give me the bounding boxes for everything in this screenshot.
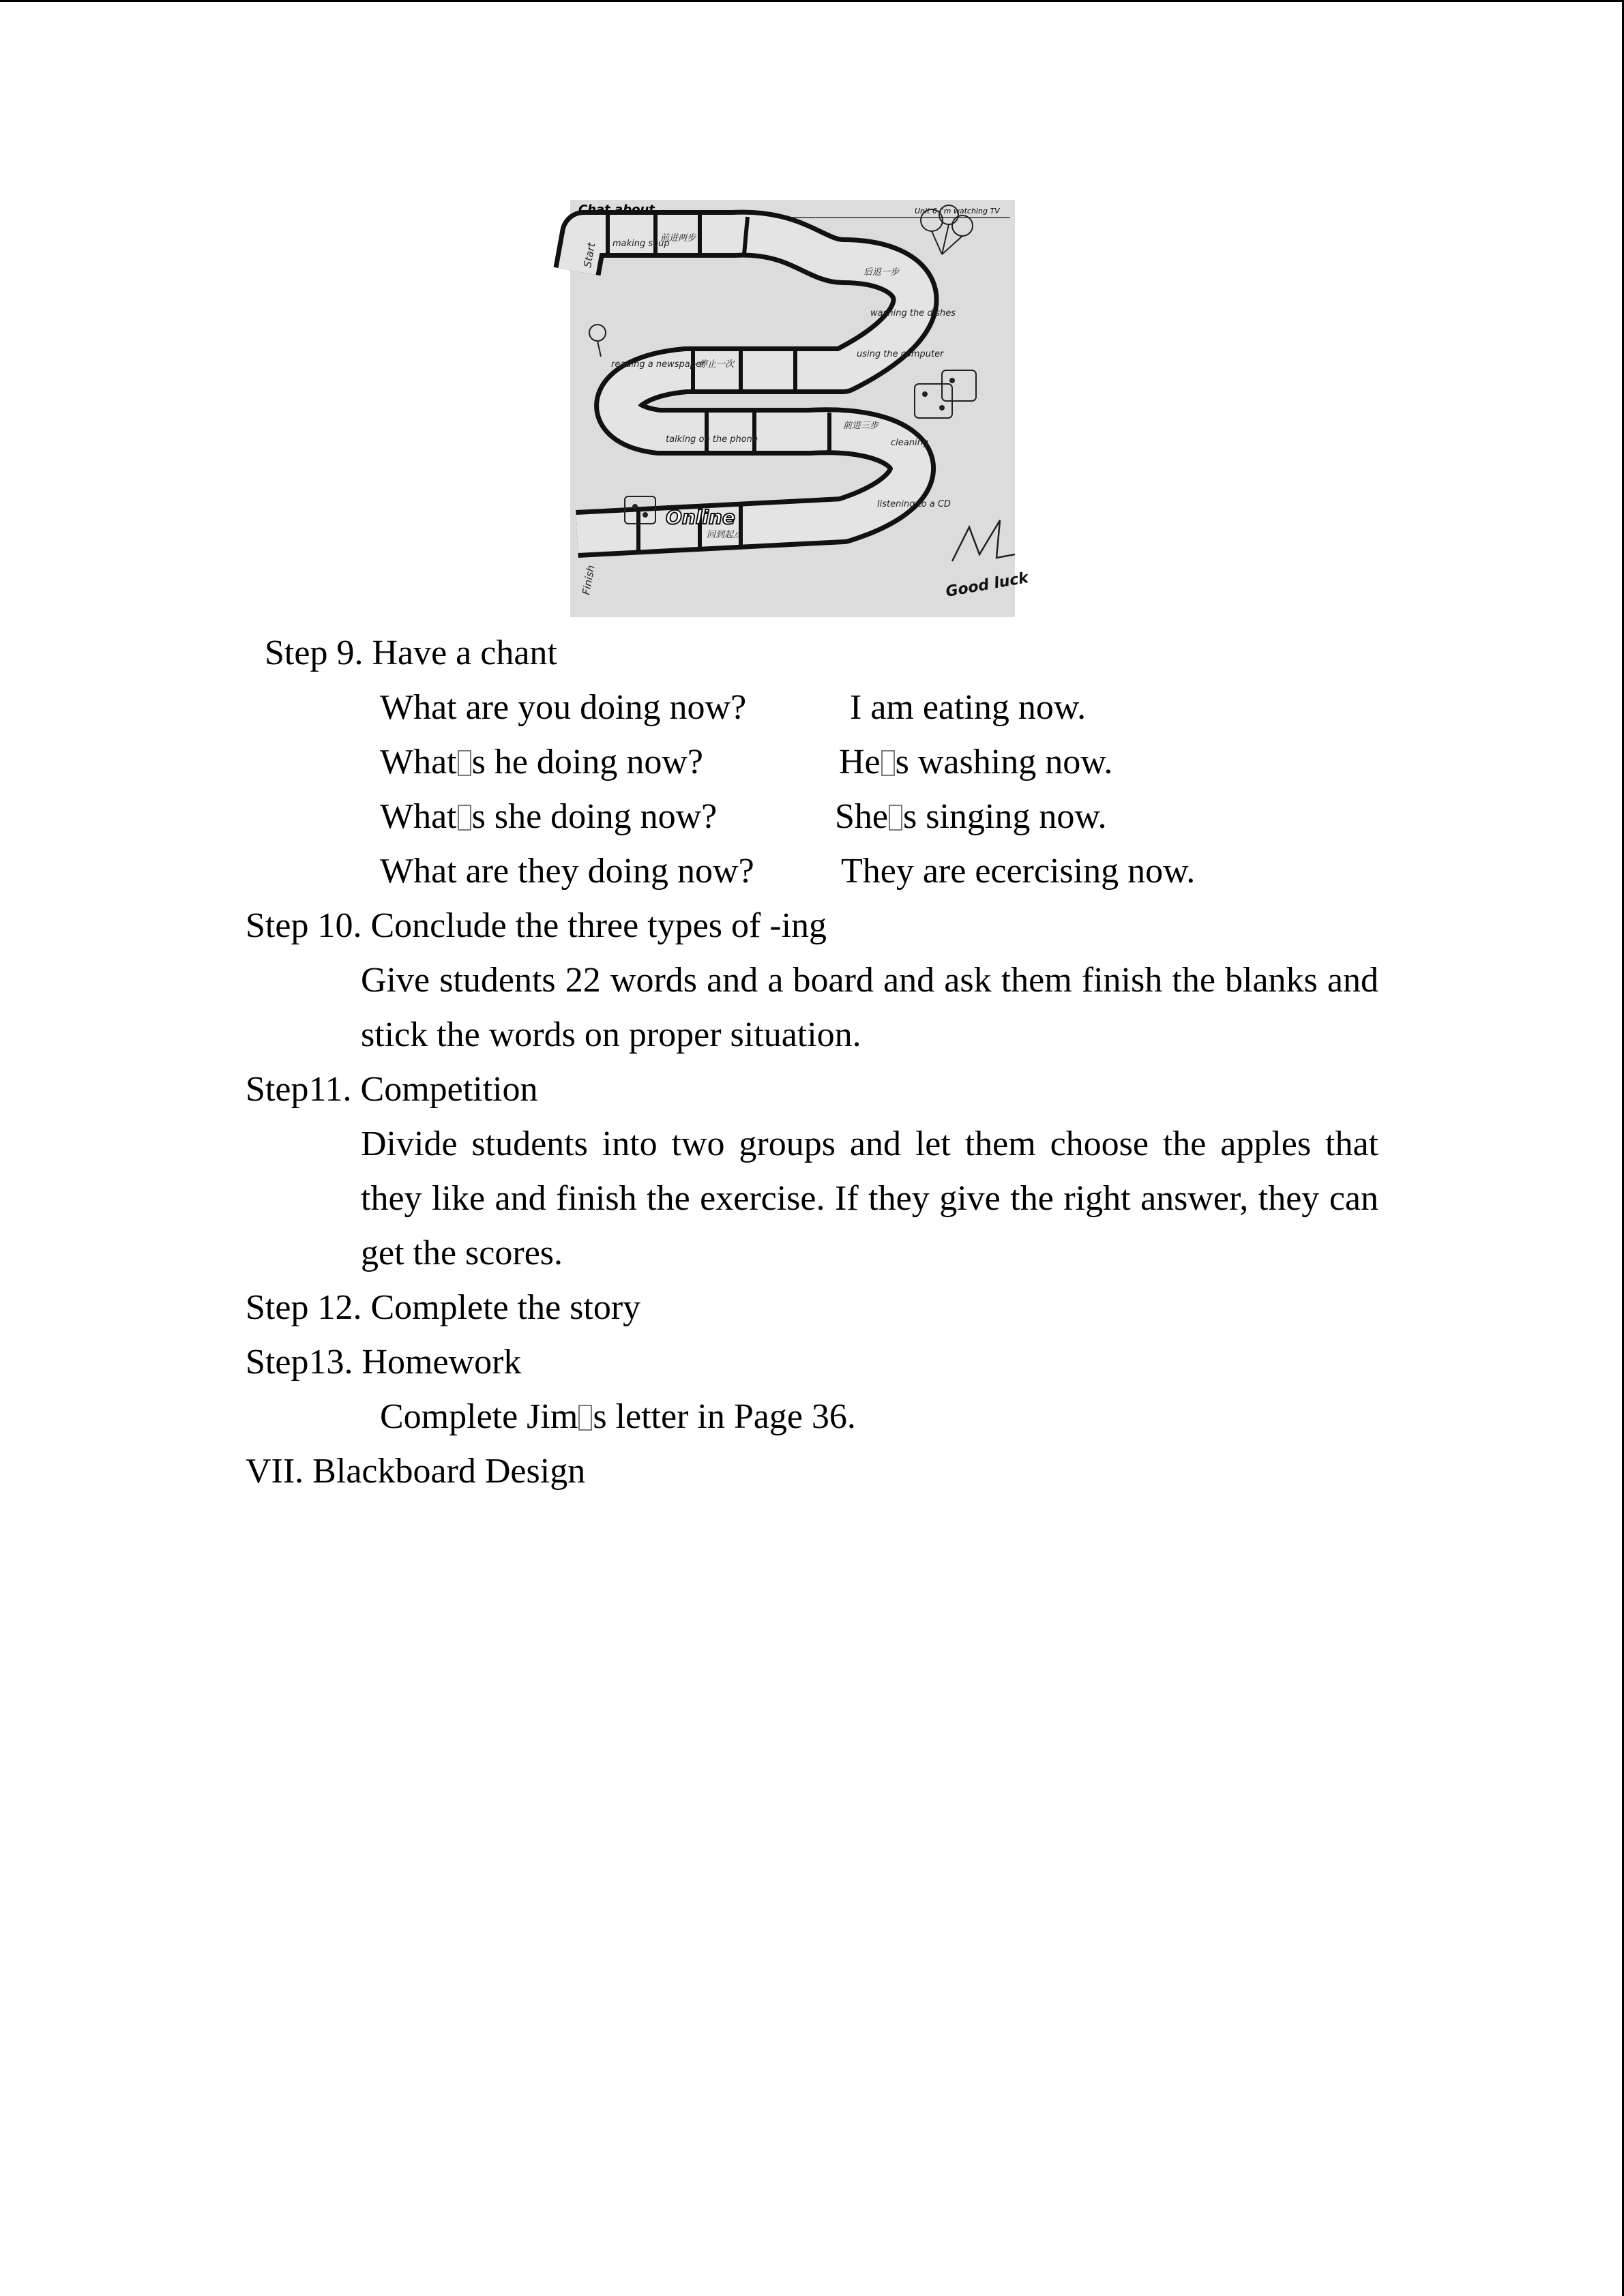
chant-question-text: What [380,743,457,781]
board-square-label: making soup [612,239,670,249]
board-unit-label: Unit 6 I'm watching TV [915,207,1000,215]
game-board-drawing [570,200,1030,617]
missing-glyph-box [458,805,471,831]
board-online-label: Online [666,506,735,528]
chant-question [380,796,717,837]
board-start-label: Start [581,241,598,269]
chant-answer [839,742,1112,783]
homework-text [380,1397,856,1437]
chant-answer-text: She [835,797,888,836]
page-top-border [0,0,1624,2]
chant-answer [841,851,1195,892]
board-square-label: talking on the phone [666,434,758,445]
chant-question-text: What are you doing now? [380,688,747,727]
board-square-label: using the computer [857,349,944,359]
chant-answer-text: He [839,743,881,781]
step10-title: Step 10. Conclude the three types of -ing [246,906,827,945]
board-good-luck-label: Good luck [944,569,1030,601]
chant-answer-text: They are ecercising now. [841,852,1196,891]
missing-glyph-box [881,750,895,776]
chant-answer [850,687,1086,728]
board-finish-label: Finish [580,564,597,596]
step9-title: Step 9. Have a chant [265,633,557,672]
board-square-label: washing the dishes [870,308,956,318]
chant-question-text: What are they doing now? [380,852,754,891]
step11-body: Divide students into two groups and let them choose the apples that they like and finish the exercise. If they give the right answer, they can get the scores. [361,1124,1378,1272]
missing-glyph-box [889,805,902,831]
missing-glyph-box [458,750,471,776]
chant-answer-text: s washing now. [895,743,1113,781]
board-square-label: listening to a CD [877,499,951,509]
board-square-label: cleaning [891,438,929,448]
chant-question-text: What [380,797,457,836]
board-square-label: 前进三步 [843,421,879,431]
step12-title: Step 12. Complete the story [246,1288,641,1327]
board-square-label: 停止一次 [698,359,735,370]
missing-glyph-box [578,1405,592,1431]
board-square-label: 回到起点 [707,530,743,540]
game-board-figure [570,200,1030,617]
chant-answer-text: I am eating now. [850,688,1087,727]
chant-question [380,742,703,783]
chant-answer [835,796,1107,837]
chant-question-text: s she doing now? [471,797,718,836]
step13-title: Step13. Homework [246,1343,522,1382]
homework-text-part: Complete Jim [380,1397,578,1436]
section7-title: VII. Blackboard Design [246,1452,586,1491]
board-square-label: reading a newspaper [611,359,705,370]
homework-text-part: s letter in Page 36. [593,1397,856,1436]
chant-question-text: s he doing now? [471,743,704,781]
chant-question [380,851,754,892]
chant-question [380,687,746,728]
chant-answer-text: s singing now. [903,797,1107,836]
step10-body: Give students 22 words and a board and ask them finish the blanks and stick the words on proper situation. [361,961,1378,1054]
board-square-label: 后退一步 [863,267,900,278]
board-square-label: 前进两步 [660,233,696,243]
board-title: Chat about [578,203,655,217]
step11-title: Step11. Competition [246,1070,538,1109]
